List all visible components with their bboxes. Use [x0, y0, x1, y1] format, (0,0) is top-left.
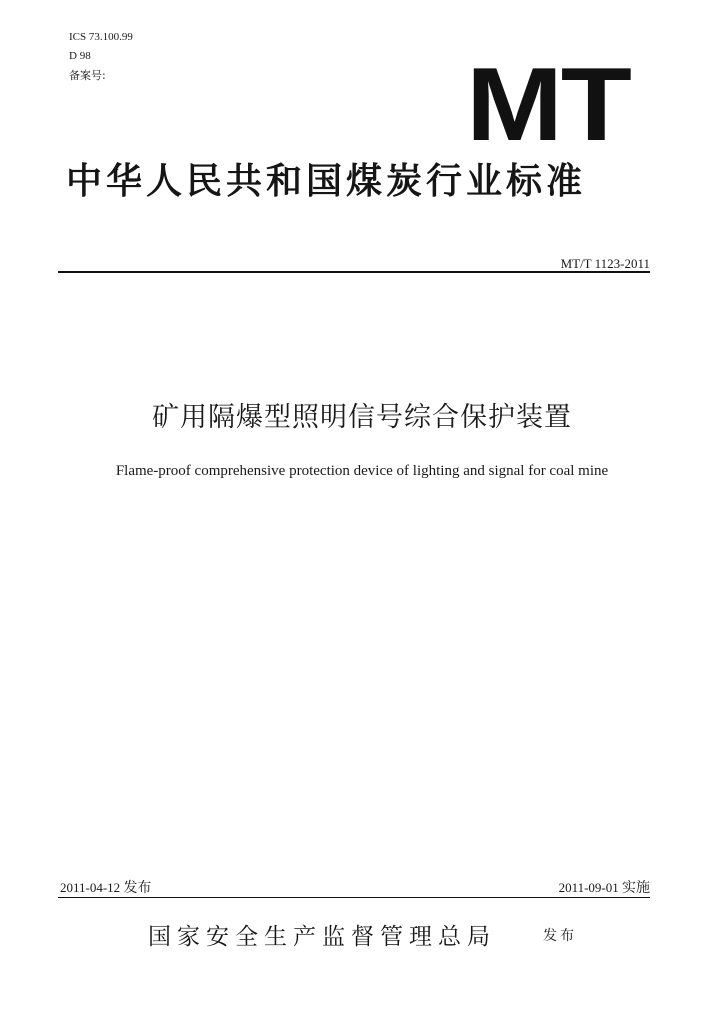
- document-title-en: Flame-proof comprehensive protection device of lighting and signal for coal mine: [115, 463, 609, 479]
- document-title-zh: 矿用隔爆型照明信号综合保护装置: [152, 402, 572, 433]
- standard-category-title: 中华人民共和国煤炭行业标准: [66, 161, 587, 202]
- publish-date-block: [60, 877, 151, 897]
- ics-code: ICS 73.100.99: [69, 31, 133, 43]
- issuing-authority-suffix: 发布: [543, 928, 577, 944]
- footer-divider: [58, 897, 650, 898]
- standard-number: MT/T 1123-2011: [560, 256, 650, 271]
- publish-date: 2011-04-12: [60, 880, 121, 895]
- publish-label: 发布: [123, 880, 152, 896]
- implement-label: 实施: [622, 880, 650, 896]
- header-divider: [58, 271, 650, 273]
- issuing-authority: 国家安全生产监督管理总局: [148, 924, 496, 950]
- classification-code: D 98: [69, 50, 91, 62]
- record-number-label: 备案号:: [69, 69, 106, 82]
- implement-date-block: [559, 877, 650, 897]
- implement-date: 2011-09-01: [558, 880, 619, 895]
- mt-logo: MT: [466, 47, 630, 163]
